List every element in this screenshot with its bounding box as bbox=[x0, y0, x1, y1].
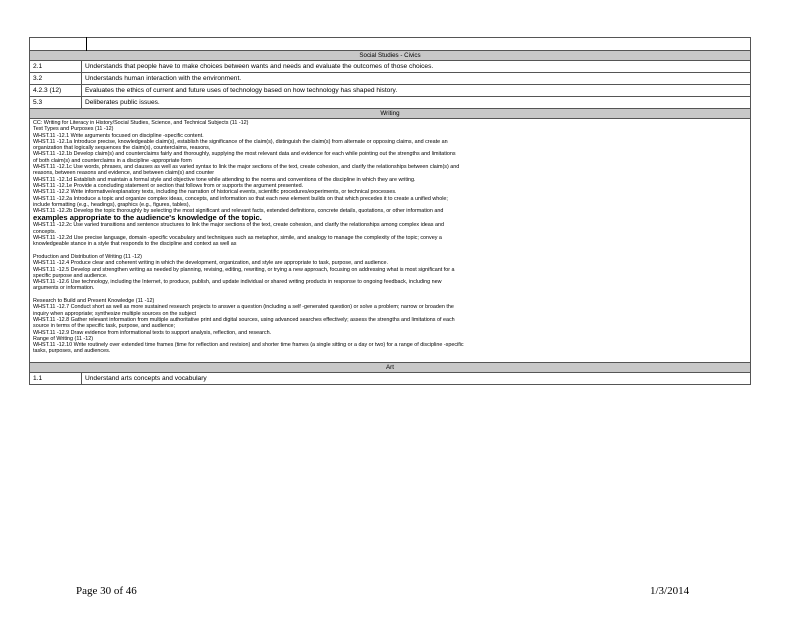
standard-code: 3.2 bbox=[30, 73, 82, 85]
table-row bbox=[30, 97, 751, 109]
text-line: Production and Distribution of Writing (11 -12) bbox=[33, 253, 142, 260]
table-row bbox=[30, 73, 751, 85]
column-divider bbox=[86, 37, 87, 51]
text-line: reasons, between reasons and evidence, and between claim(s) and counter bbox=[33, 170, 214, 177]
text-line: WHST.11 -12.6 Use technology, including the Internet, to produce, publish, and update individual or shared writing products in response to ongoing feedback, including new bbox=[33, 279, 442, 286]
standard-text: Understand arts concepts and vocabulary bbox=[82, 372, 751, 384]
text-line: WHST.11 -12.2d Use precise language, domain -specific vocabulary and techniques such as metaphor, simile, and analogy to manage the complexity of the topic; convey a bbox=[33, 235, 442, 242]
standard-code: 5.3 bbox=[30, 97, 82, 109]
text-line: WHST.11 -12.1e Provide a concluding statement or section that follows from or supports the argument presented. bbox=[33, 182, 304, 189]
text-line: WHST.11 -12.8 Gather relevant information from multiple authoritative print and digital sources, using advanced searches effectively; assess the strengths and limitations of each bbox=[33, 316, 455, 323]
standards-table bbox=[29, 37, 751, 385]
text-line: tasks, purposes, and audiences. bbox=[33, 348, 111, 355]
standard-code: 2.1 bbox=[30, 61, 82, 73]
page-number: Page 30 of 46 bbox=[76, 585, 137, 597]
text-line: concepts. bbox=[33, 228, 57, 235]
text-line: WHST.11 -12.1b Develop claim(s) and counterclaims fairly and thoroughly, supplying the most relevant data and evidence for each while pointing out the strengths and limitations bbox=[33, 151, 456, 158]
bold-text-line: examples appropriate to the audience's knowledge of the topic. bbox=[33, 213, 262, 223]
text-line: WHST.11 -12.2a Introduce a topic and organize complex ideas, concepts, and information so that each new element builds on that which precedes it to create a unified whole; bbox=[33, 195, 448, 202]
writing-standards-cell bbox=[30, 119, 751, 363]
document-page bbox=[29, 37, 751, 385]
text-line: WHST.11 -12.1a Introduce precise, knowledgeable claim(s), establish the significance of the claim(s), distinguish the claim(s) from alternate or opposing claims, and create an bbox=[33, 138, 448, 145]
civics-header-row bbox=[30, 51, 751, 61]
writing-standards-row bbox=[30, 119, 751, 363]
text-line: WHST.11 -12.4 Produce clear and coherent writing in which the development, organization, and style are appropriate to task, purpose, and audience. bbox=[33, 260, 388, 267]
art-section-header: Art bbox=[30, 362, 751, 372]
table-row bbox=[30, 372, 751, 384]
art-header-row bbox=[30, 362, 751, 372]
blank-row bbox=[30, 38, 751, 51]
table-row bbox=[30, 85, 751, 97]
text-line: organization that logically sequences the claim(s), counterclaims, reasons, bbox=[33, 145, 211, 152]
text-line: CC: Writing for Literacy in History/Social Studies, Science, and Technical Subjects (11 -12) bbox=[33, 120, 249, 126]
standard-code: 1.1 bbox=[30, 372, 82, 384]
text-line: source in terms of the specific task, purpose, and audience; bbox=[33, 323, 176, 330]
writing-section-header: Writing bbox=[30, 109, 751, 119]
text-line: include formatting (e.g., headings), graphics (e.g., figures, tables), bbox=[33, 201, 191, 208]
text-line: of both claim(s) and counterclaims in a discipline -appropriate form bbox=[33, 157, 192, 164]
text-line: WHST.11 -12.2 Write informative/explanatory texts, including the narration of historical events, scientific procedures/experiments, or technical processes. bbox=[33, 189, 397, 196]
text-line: WHST.11 -12.10 Write routinely over extended time frames (time for reflection and revision) and shorter time frames (a single sitting or a day or two) for a range of discipline -specific bbox=[33, 342, 464, 349]
text-line: WHST.11 -12.2b Develop the topic thoroughly by selecting the most significant and relevant facts, extended definitions, concrete details, quotations, or other information and bbox=[33, 208, 444, 215]
text-line: WHST.11 -12.2c Use varied transitions and sentence structures to link the major sections of the text, create cohesion, and clarify the relationships among complex ideas and bbox=[33, 222, 444, 229]
text-line: WHST.11 -12.7 Conduct short as well as more sustained research projects to answer a question (including a self -generated question) or solve a problem; narrow or broaden the bbox=[33, 304, 454, 311]
standard-text: Deliberates public issues. bbox=[82, 97, 751, 109]
text-line: Text Types and Purposes (11 -12) bbox=[33, 126, 114, 133]
civics-section-header: Social Studies - Civics bbox=[30, 51, 751, 61]
text-line: WHST.11 -12.1d Establish and maintain a formal style and objective tone while attending to the norms and conventions of the discipline in which they are writing. bbox=[33, 176, 416, 183]
text-line: Range of Writing (11 -12) bbox=[33, 335, 94, 342]
text-line: knowledgeable stance in a style that responds to the discipline and context as well as bbox=[33, 241, 237, 248]
standard-code: 4.2.3 (12) bbox=[30, 85, 82, 97]
text-line: Research to Build and Present Knowledge (11 -12) bbox=[33, 298, 155, 305]
text-line: arguments or information. bbox=[33, 285, 95, 292]
footer-date: 1/3/2014 bbox=[650, 585, 690, 597]
writing-header-row bbox=[30, 109, 751, 119]
text-line: specific purpose and audience. bbox=[33, 272, 108, 279]
text-line: WHST.11 -12.5 Develop and strengthen writing as needed by planning, revising, editing, rewriting, or trying a new approach, focusing on addressing what is most significant for a bbox=[33, 266, 455, 273]
standard-text: Understands human interaction with the environment. bbox=[82, 73, 751, 85]
text-line: WHST.11 -12.1c Use words, phrases, and clauses as well as varied syntax to link the major sections of the text, create cohesion, and clarify the relationships between claim(s) and bbox=[33, 164, 460, 171]
standard-text: Evaluates the ethics of current and future uses of technology based on how technology has shaped history. bbox=[82, 85, 751, 97]
text-line: WHST.11 -12.9 Draw evidence from informational texts to support analysis, reflection, and research. bbox=[33, 329, 272, 336]
text-line: inquiry when appropriate; synthesize multiple sources on the subject bbox=[33, 310, 197, 317]
text-line: WHST.11 -12.1 Write arguments focused on discipline -specific content. bbox=[33, 132, 204, 139]
table-row bbox=[30, 61, 751, 73]
standard-text: Understands that people have to make choices between wants and needs and evaluate the outcomes of those choices. bbox=[82, 61, 751, 73]
